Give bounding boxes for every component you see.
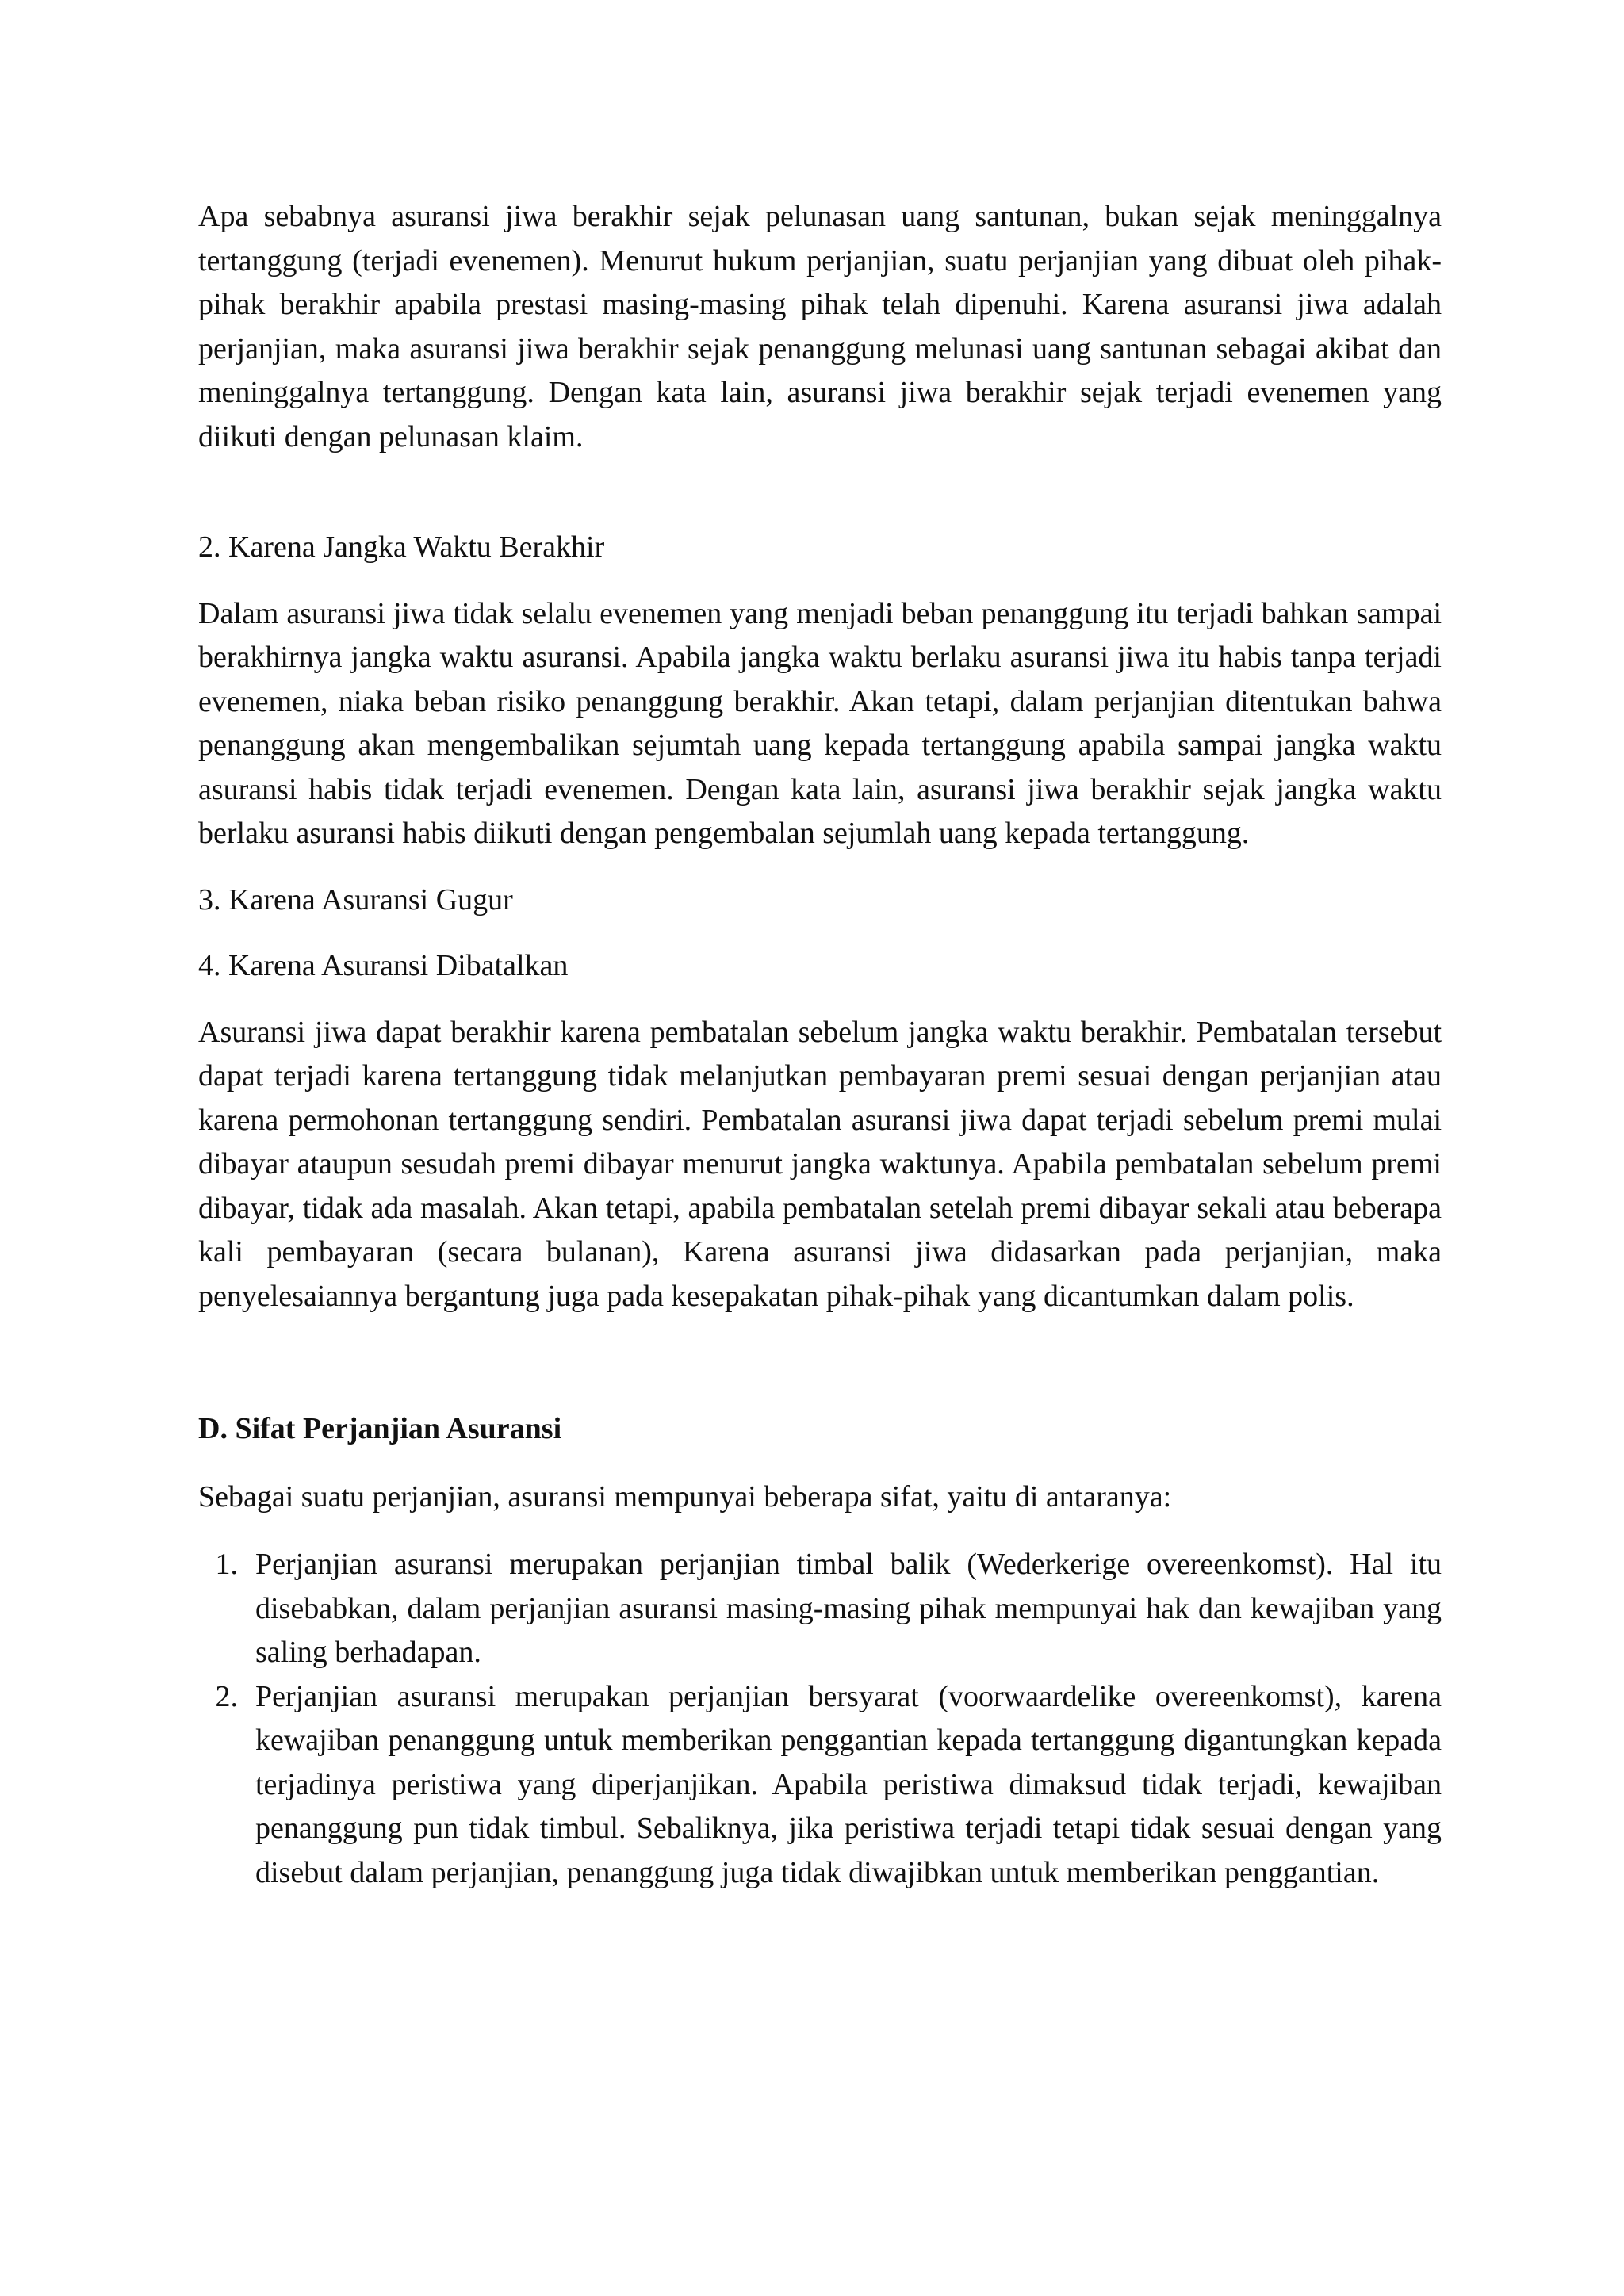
section-d-intro: Sebagai suatu perjanjian, asuransi mempunyai beberapa sifat, yaitu di antaranya:	[198, 1479, 1172, 1513]
list-item-number: 2.	[215, 1679, 238, 1713]
list-item-text: Perjanjian asuransi merupakan perjanjian bersyarat (voorwaardelike overeenkomst), karena kewajiban penanggung untuk memberikan penggantian kepada tertanggung digantungkan kepada terjadinya peristiwa yang diperjanjikan. Apabila peristiwa dimaksud tidak terjadi, kewajiban penanggung pun tidak timbul. Sebaliknya, jika peristiwa terjadi tetapi tidak sesuai dengan yang disebut dalam perjanjian, penanggung juga tidak diwajibkan untuk memberikan penggantian.	[255, 1679, 1442, 1889]
paragraph-term-ends: Dalam asuransi jiwa tidak selalu evenemen yang menjadi beban penanggung itu terjadi bahkan sampai berakhirnya jangka waktu asuransi. Apabila jangka waktu berlaku asuransi jiwa itu habis tanpa terjadi evenemen, niaka beban risiko penanggung berakhir. Akan tetapi, dalam perjanjian ditentukan bahwa penanggung akan mengembalikan sejumtah uang kepada tertanggung apabila sampai jangka waktu asuransi habis tidak terjadi evenemen. Dengan kata lain, asuransi jiwa berakhir sejak jangka waktu berlaku asuransi habis diikuti dengan pengembalan sejumlah uang kepada tertanggung.	[198, 596, 1442, 850]
list-item-number: 1.	[215, 1548, 238, 1581]
subheading-insurance-cancelled: 4. Karena Asuransi Dibatalkan	[198, 949, 569, 982]
paragraph-insurance-cancelled: Asuransi jiwa dapat berakhir karena pembatalan sebelum jangka waktu berakhir. Pembatalan tersebut dapat terjadi karena tertanggung tidak melanjutkan pembayaran premi sesuai dengan perjanjian atau karena permohonan tertanggung sendiri. Pembatalan asuransi jiwa dapat terjadi sebelum premi mulai dibayar ataupun sesudah premi dibayar menurut jangka waktunya. Apabila pembatalan sebelum premi dibayar, tidak ada masalah. Akan tetapi, apabila pembatalan setelah premi dibayar sekali atau beberapa kali pembayaran (secara bulanan), Karena asuransi jiwa didasarkan pada perjanjian, maka penyelesaiannya bergantung juga pada kesepakatan pihak-pihak yang dicantumkan dalam polis.	[198, 1015, 1442, 1313]
section-heading-d: D. Sifat Perjanjian Asuransi	[198, 1412, 562, 1445]
subheading-insurance-void: 3. Karena Asuransi Gugur	[198, 882, 513, 916]
list-item-text: Perjanjian asuransi merupakan perjanjian timbal balik (Wederkerige overeenkomst). Hal itu disebabkan, dalam perjanjian asuransi masing-masing pihak mempunyai hak dan kewajiban yang saling berhadapan.	[255, 1548, 1442, 1669]
properties-list	[198, 1543, 1442, 1895]
list-item	[198, 1675, 1442, 1896]
subheading-term-ends: 2. Karena Jangka Waktu Berakhir	[198, 530, 605, 564]
document-page	[198, 195, 1442, 1895]
paragraph-life-insurance-ends: Apa sebabnya asuransi jiwa berakhir sejak pelunasan uang santunan, bukan sejak meninggalnya tertanggung (terjadi evenemen). Menurut hukum perjanjian, suatu perjanjian yang dibuat oleh pihak-pihak berakhir apabila prestasi masing-masing pihak telah dipenuhi. Karena asuransi jiwa adalah perjanjian, maka asuransi jiwa berakhir sejak penanggung melunasi uang santunan sebagai akibat dan meninggalnya tertanggung. Dengan kata lain, asuransi jiwa berakhir sejak terjadi evenemen yang diikuti dengan pelunasan klaim.	[198, 200, 1442, 453]
list-item	[198, 1543, 1442, 1675]
